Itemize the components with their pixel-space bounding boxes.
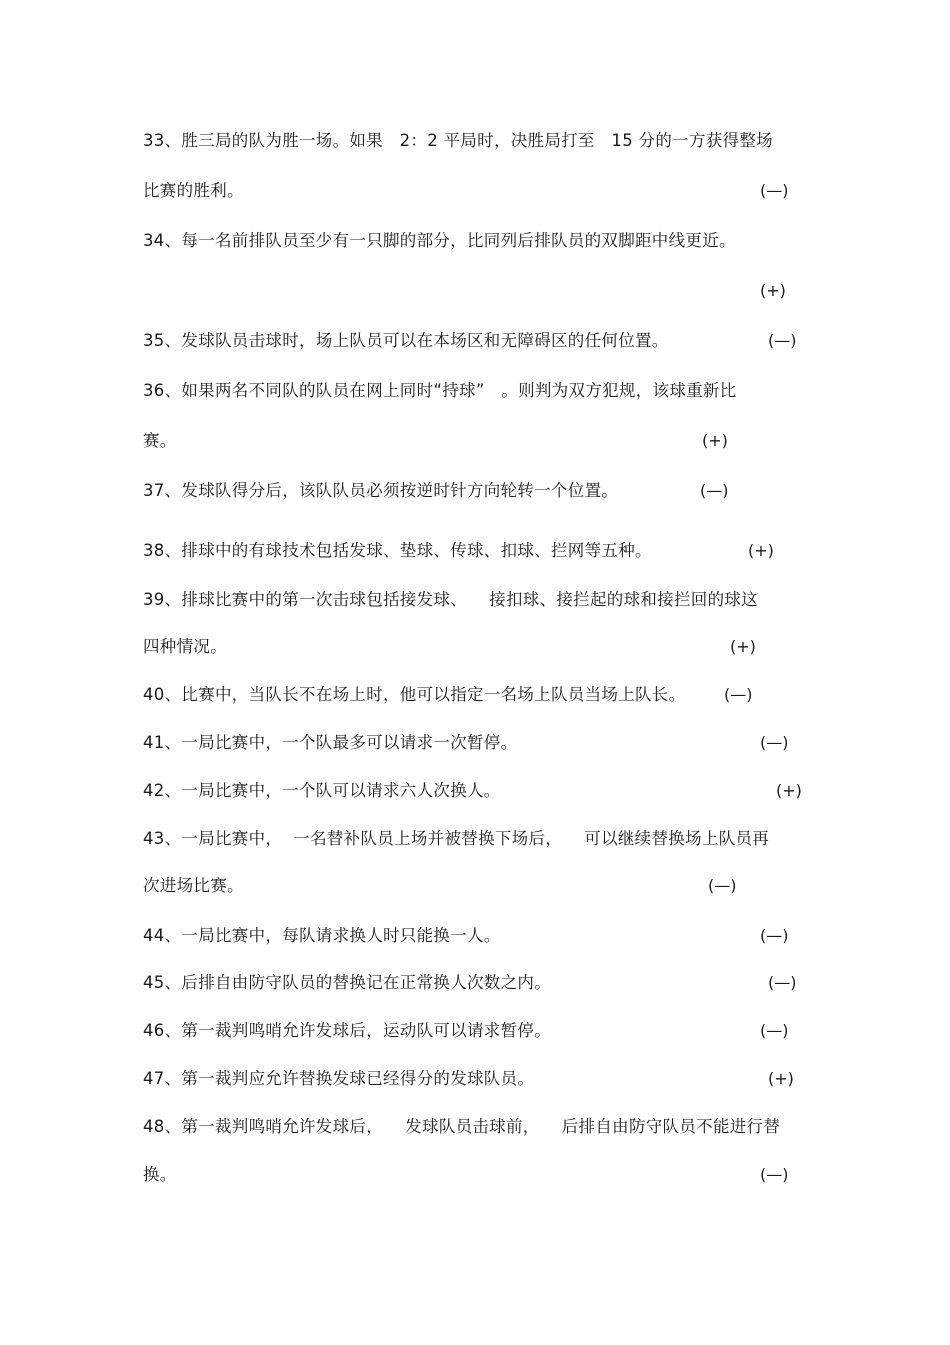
question-42-answer: (+) bbox=[776, 781, 802, 800]
question-47-line-1: 47、第一裁判应允许替换发球已经得分的发球队员。 bbox=[143, 1069, 535, 1088]
question-36-line-1: 36、如果两名不同队的队员在网上同时“持球” 。则判为双方犯规，该球重新比 bbox=[143, 381, 737, 400]
question-34-answer: (+) bbox=[760, 281, 786, 300]
question-36-answer: (+) bbox=[702, 431, 728, 450]
question-39-line-2: 四种情况。 bbox=[143, 637, 227, 656]
question-43-line-1: 43、一局比赛中， 一名替补队员上场并被替换下场后， 可以继续替换场上队员再 bbox=[143, 829, 770, 848]
question-38-line-1: 38、排球中的有球技术包括发球、垫球、传球、扣球、拦网等五种。 bbox=[143, 541, 652, 560]
question-33-answer: (—) bbox=[760, 181, 789, 200]
question-39-answer: (+) bbox=[730, 637, 756, 656]
question-42-line-1: 42、一局比赛中，一个队可以请求六人次换人。 bbox=[143, 781, 501, 800]
question-41-answer: (—) bbox=[760, 733, 789, 752]
question-47-answer: (+) bbox=[768, 1069, 794, 1088]
question-48-line-2: 换。 bbox=[143, 1165, 177, 1184]
question-37-answer: (—) bbox=[700, 481, 729, 500]
question-34-line-1: 34、每一名前排队员至少有一只脚的部分，比同列后排队员的双脚距中线更近。 bbox=[143, 231, 736, 250]
question-38-answer: (+) bbox=[748, 541, 774, 560]
question-40-line-1: 40、比赛中，当队长不在场上时，他可以指定一名场上队员当场上队长。 bbox=[143, 685, 686, 704]
question-37-line-1: 37、发球队得分后，该队队员必须按逆时针方向轮转一个位置。 bbox=[143, 481, 619, 500]
question-46-line-1: 46、第一裁判鸣哨允许发球后，运动队可以请求暂停。 bbox=[143, 1021, 551, 1040]
question-48-answer: (—) bbox=[760, 1165, 789, 1184]
question-43-answer: (—) bbox=[708, 876, 737, 895]
question-35-line-1: 35、发球队员击球时，场上队员可以在本场区和无障碍区的任何位置。 bbox=[143, 331, 669, 350]
question-33-line-2: 比赛的胜利。 bbox=[143, 181, 244, 200]
question-45-line-1: 45、后排自由防守队员的替换记在正常换人次数之内。 bbox=[143, 973, 551, 992]
question-41-line-1: 41、一局比赛中，一个队最多可以请求一次暂停。 bbox=[143, 733, 518, 752]
question-39-line-1: 39、排球比赛中的第一次击球包括接发球、 接扣球、接拦起的球和接拦回的球这 bbox=[143, 590, 758, 609]
question-44-line-1: 44、一局比赛中，每队请求换人时只能换一人。 bbox=[143, 926, 501, 945]
question-46-answer: (—) bbox=[760, 1021, 789, 1040]
question-45-answer: (—) bbox=[768, 973, 797, 992]
question-36-line-2: 赛。 bbox=[143, 431, 177, 450]
question-35-answer: (—) bbox=[768, 331, 797, 350]
question-48-line-1: 48、第一裁判鸣哨允许发球后， 发球队员击球前， 后排自由防守队员不能进行替 bbox=[143, 1117, 781, 1136]
question-44-answer: (—) bbox=[760, 926, 789, 945]
question-40-answer: (—) bbox=[724, 685, 753, 704]
question-43-line-2: 次进场比赛。 bbox=[143, 876, 244, 895]
question-33-line-1: 33、胜三局的队为胜一场。如果 2：2 平局时，决胜局打至 15 分的一方获得整场 bbox=[143, 131, 773, 150]
